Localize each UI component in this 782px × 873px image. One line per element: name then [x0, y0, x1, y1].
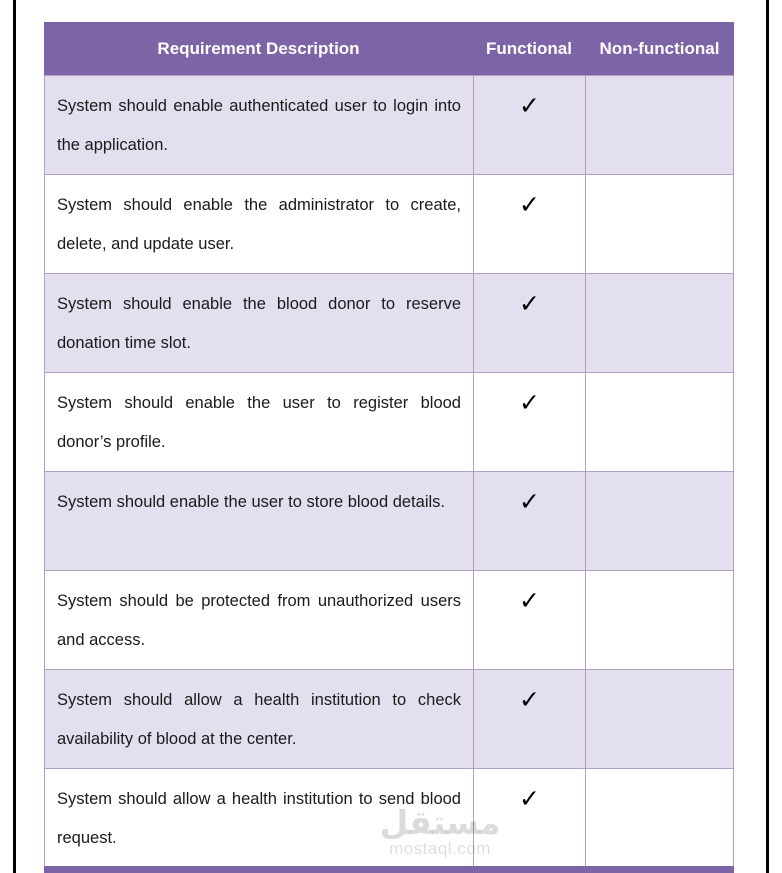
- non-functional-cell: [585, 372, 734, 471]
- non-functional-cell: [585, 174, 734, 273]
- table-row: [44, 75, 734, 174]
- requirement-description-cell: System should enable the user to store blood details.: [44, 471, 473, 570]
- table-row: [44, 372, 734, 471]
- requirement-description-cell: System should enable the user to register blood donor’s profile.: [44, 372, 473, 471]
- column-header-functional: Functional: [473, 22, 585, 75]
- functional-check-cell: ✓: [473, 174, 585, 273]
- table-row: [44, 669, 734, 768]
- functional-check-cell: ✓: [473, 75, 585, 174]
- functional-check-cell: ✓: [473, 768, 585, 867]
- page-border-right: [766, 0, 769, 873]
- functional-check-cell: ✓: [473, 669, 585, 768]
- non-functional-cell: [585, 768, 734, 867]
- non-functional-cell: [585, 75, 734, 174]
- functional-check-cell: ✓: [473, 471, 585, 570]
- non-functional-cell: [585, 570, 734, 669]
- table-row: [44, 471, 734, 570]
- page-border-left: [13, 0, 16, 873]
- requirement-description-cell: System should be protected from unauthorized users and access.: [44, 570, 473, 669]
- functional-check-cell: ✓: [473, 570, 585, 669]
- column-header-non-functional: Non-functional: [585, 22, 734, 75]
- table-row: [44, 768, 734, 867]
- requirement-description-cell: System should enable the blood donor to reserve donation time slot.: [44, 273, 473, 372]
- requirement-description-cell: System should enable the administrator to create, delete, and update user.: [44, 174, 473, 273]
- non-functional-cell: [585, 669, 734, 768]
- table-row: [44, 570, 734, 669]
- non-functional-cell: [585, 471, 734, 570]
- functional-check-cell: ✓: [473, 273, 585, 372]
- requirement-description-cell: System should allow a health institution to send blood request.: [44, 768, 473, 867]
- next-table-header-strip: [44, 866, 734, 873]
- table-header-row: [44, 22, 734, 75]
- requirements-table: [44, 22, 734, 867]
- non-functional-cell: [585, 273, 734, 372]
- functional-check-cell: ✓: [473, 372, 585, 471]
- requirement-description-cell: System should allow a health institution to check availability of blood at the center.: [44, 669, 473, 768]
- requirement-description-cell: System should enable authenticated user to login into the application.: [44, 75, 473, 174]
- column-header-requirement-description: Requirement Description: [44, 22, 473, 75]
- table-row: [44, 273, 734, 372]
- table-row: [44, 174, 734, 273]
